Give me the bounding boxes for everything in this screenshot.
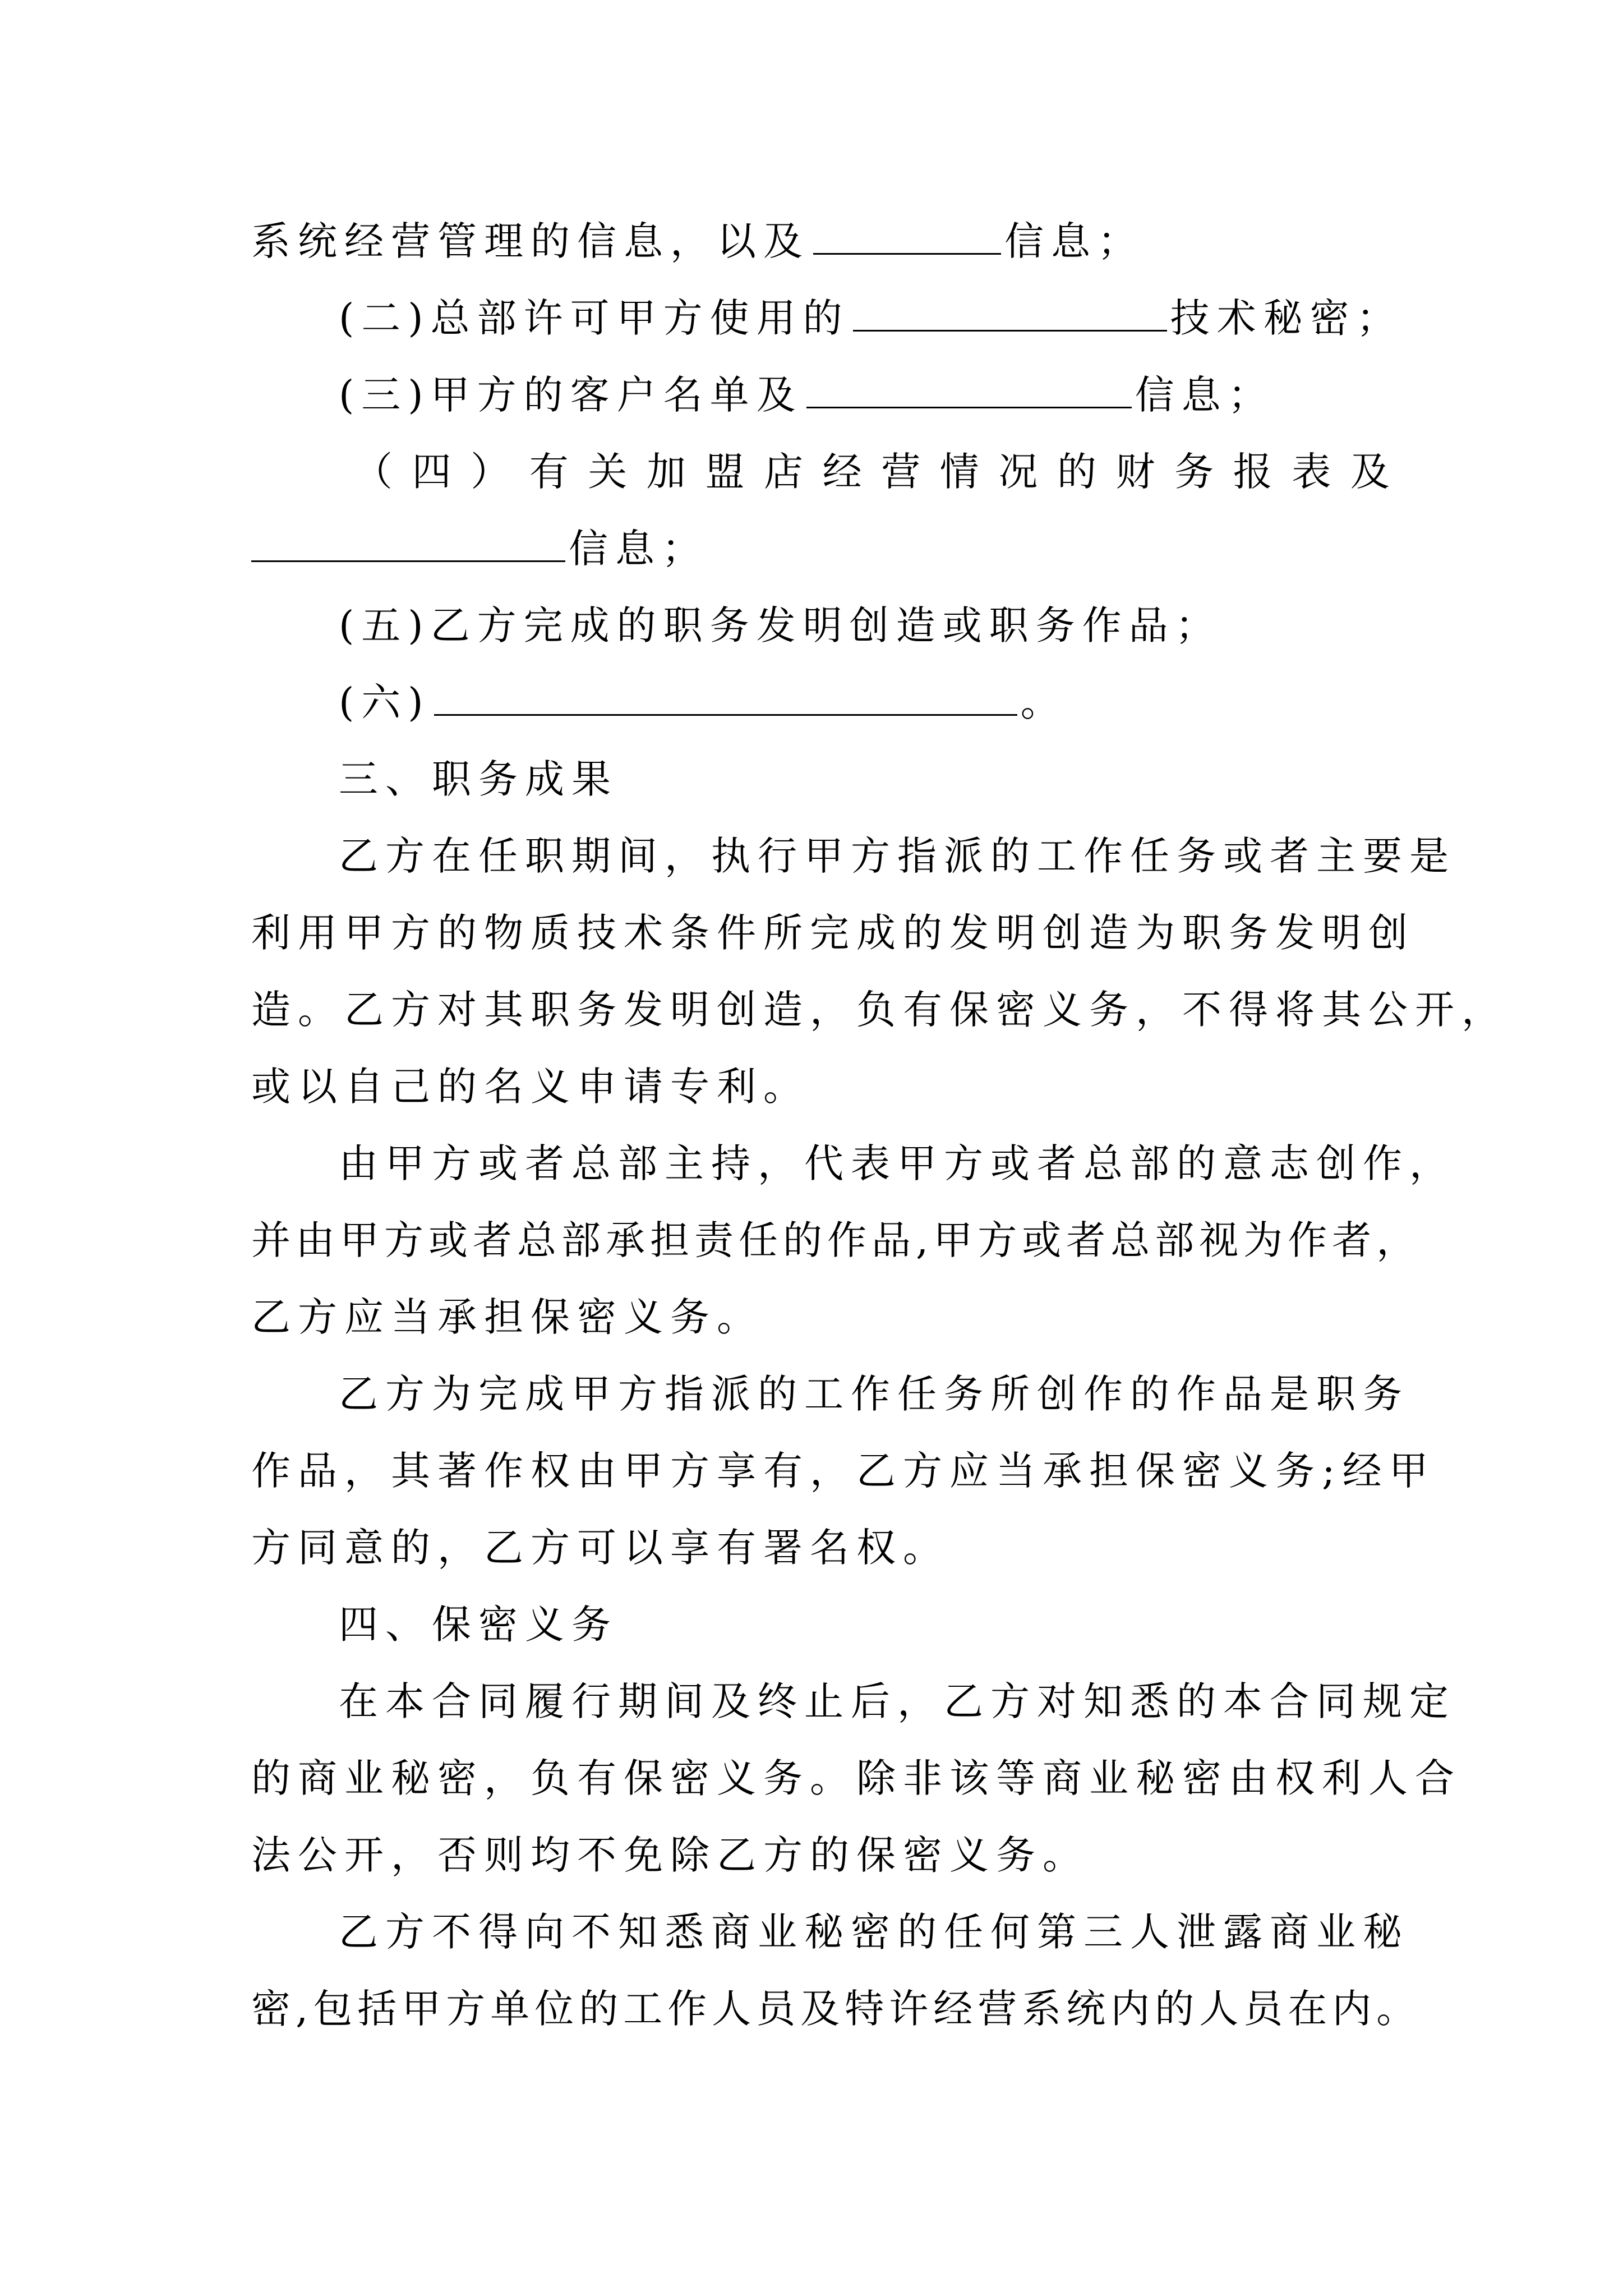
text-fragment: 密,包括甲方单位的工作人员及特许经营系统内的人员在内。 xyxy=(251,1986,1421,2032)
text-char: 经 xyxy=(822,449,862,495)
text-char: 情 xyxy=(939,449,979,495)
text-char: 有 xyxy=(529,449,569,495)
text-line xyxy=(339,1898,1409,1966)
text-line xyxy=(251,1975,1421,2042)
text-fragment: 在本合同履行期间及终止后，乙方对知悉的本合同规定 xyxy=(339,1678,1456,1724)
text-fragment: 由甲方或者总部主持，代表甲方或者总部的意志创作， xyxy=(339,1140,1456,1186)
text-line xyxy=(251,976,1508,1043)
text-line xyxy=(251,1053,1390,1120)
text-line xyxy=(339,1130,1456,1197)
text-line xyxy=(251,899,1415,967)
text-fragment: 利用甲方的物质技术条件所完成的发明创造为职务发明创 xyxy=(251,910,1415,956)
text-char: 四 xyxy=(412,449,451,495)
text-line xyxy=(339,284,1403,352)
text-fragment: 法公开，否则均不免除乙方的保密义务。 xyxy=(251,1832,1089,1878)
text-fragment: 技术秘密； xyxy=(1170,295,1403,341)
text-fragment: 作品，其著作权由甲方享有，乙方应当承担保密义务;经甲 xyxy=(251,1448,1436,1494)
text-char: 店 xyxy=(764,449,804,495)
text-fragment: 乙方应当承担保密义务。 xyxy=(251,1294,763,1340)
text-fragment: 信息； xyxy=(1135,372,1275,418)
text-char: 及 xyxy=(1350,449,1390,495)
text-char: （ xyxy=(353,449,393,495)
text-fragment: 三、职务成果 xyxy=(339,756,618,802)
blank-field xyxy=(813,213,1001,255)
text-char: ） xyxy=(471,449,510,495)
text-fragment: 乙方为完成甲方指派的工作任务所创作的作品是职务 xyxy=(339,1371,1409,1417)
text-line xyxy=(251,1745,1461,1812)
text-line xyxy=(339,1668,1456,1735)
text-char: 表 xyxy=(1292,449,1331,495)
text-line xyxy=(251,1283,1390,1351)
text-line xyxy=(339,1360,1409,1428)
text-char: 的 xyxy=(1057,449,1096,495)
section-heading xyxy=(339,1591,1390,1658)
text-line xyxy=(339,361,1390,429)
text-char: 务 xyxy=(1174,449,1214,495)
text-fragment: (五)乙方完成的职务发明创造或职务作品； xyxy=(339,602,1222,648)
text-line xyxy=(251,1514,1390,1581)
text-char: 营 xyxy=(881,449,921,495)
text-line xyxy=(251,208,1390,275)
text-char: 况 xyxy=(998,449,1038,495)
text-char: 加 xyxy=(646,449,686,495)
blank-field xyxy=(251,520,565,562)
text-fragment: 信息； xyxy=(569,526,708,572)
text-fragment: 乙方不得向不知悉商业秘密的任何第三人泄露商业秘 xyxy=(339,1909,1409,1955)
blank-field xyxy=(853,289,1167,332)
text-fragment: (三)甲方的客户名单及 xyxy=(339,372,803,418)
text-fragment: 并由甲方或者总部承担责任的作品,甲方或者总部视为作者， xyxy=(251,1217,1421,1263)
text-line xyxy=(251,1207,1421,1274)
text-line xyxy=(251,1821,1390,1889)
text-fragment: 。 xyxy=(1020,679,1067,725)
text-fragment: 四、保密义务 xyxy=(339,1602,618,1648)
text-line xyxy=(339,822,1456,890)
text-line-justified xyxy=(353,438,1390,505)
text-line xyxy=(339,592,1390,659)
text-char: 关 xyxy=(588,449,628,495)
blank-field xyxy=(806,366,1132,408)
text-char: 财 xyxy=(1115,449,1155,495)
blank-field xyxy=(434,674,1017,716)
text-fragment: (二)总部许可甲方使用的 xyxy=(339,295,850,341)
text-line xyxy=(251,1437,1436,1504)
text-line xyxy=(339,669,1390,736)
text-fragment: 方同意的，乙方可以享有署名权。 xyxy=(251,1525,949,1571)
text-line xyxy=(251,515,1390,582)
text-fragment: 系统经营管理的信息，以及 xyxy=(251,218,810,264)
text-char: 盟 xyxy=(705,449,745,495)
text-char: 报 xyxy=(1233,449,1272,495)
section-heading xyxy=(339,746,1390,813)
text-fragment: 的商业秘密，负有保密义务。除非该等商业秘密由权利人合 xyxy=(251,1755,1461,1801)
text-fragment: 乙方在任职期间，执行甲方指派的工作任务或者主要是 xyxy=(339,833,1456,879)
text-fragment: 信息； xyxy=(1004,218,1144,264)
text-fragment: 或以自己的名义申请专利。 xyxy=(251,1064,810,1110)
text-fragment: 造。乙方对其职务发明创造，负有保密义务，不得将其公开， xyxy=(251,987,1508,1033)
text-fragment: (六) xyxy=(339,679,431,725)
